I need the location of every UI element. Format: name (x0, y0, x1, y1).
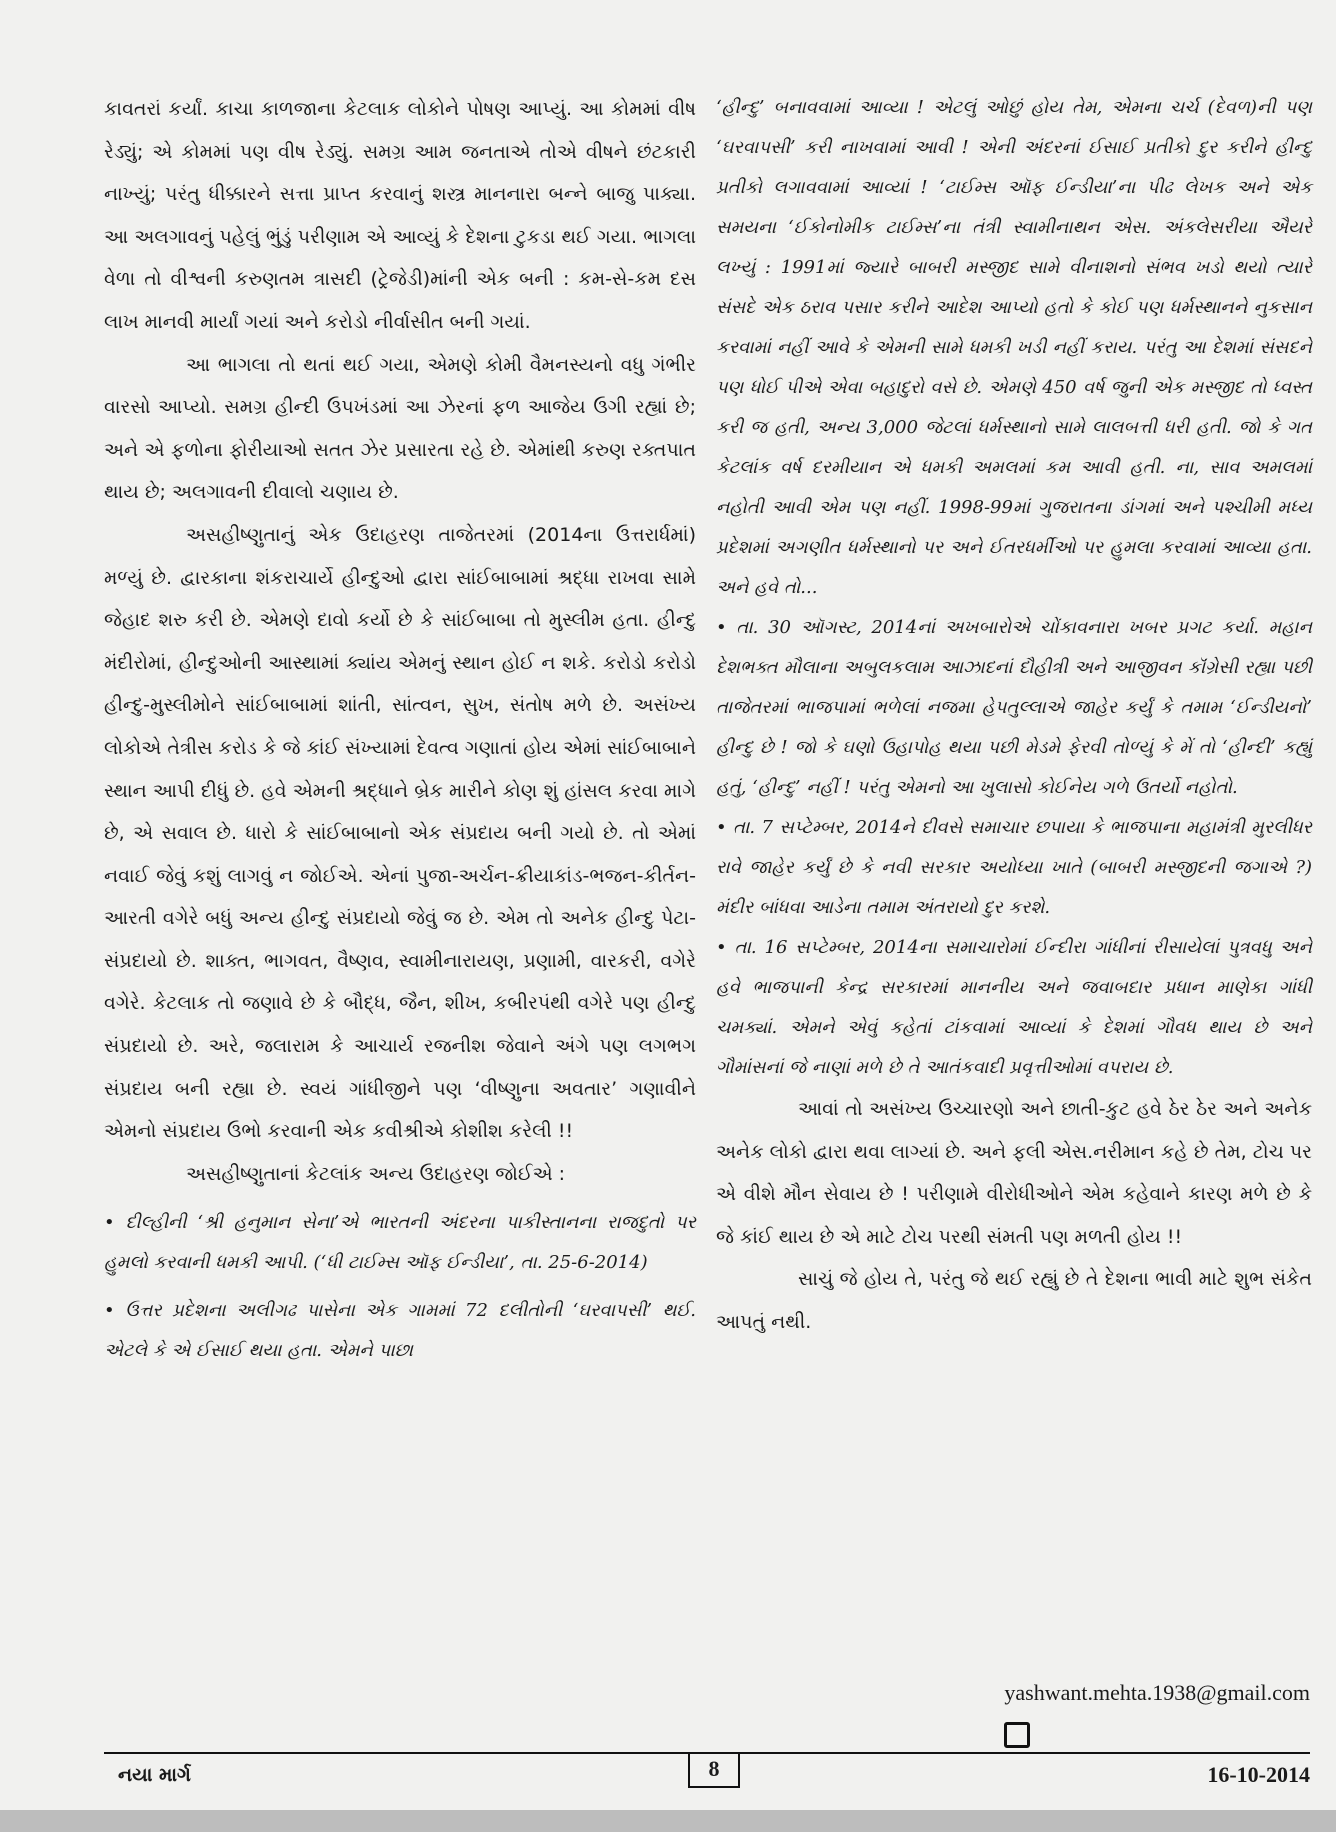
bullet-item: • દીલ્હીની ‘શ્રી હનુમાન સેના’એ ભારતની અંદરના પાકીસ્તાનના રાજદુતો પર હુમલો કરવાની ધમકી આપી. (‘ધી ટાઈમ્સ ઑફ ઈન્ડીયા’, તા. 25-6-2014) (104, 1212, 696, 1274)
magazine-name: નયા માર્ગ (118, 1764, 191, 1786)
bullet-item: • ઉત્તર પ્રદેશના અલીગઢ પાસેના એક ગામમાં 72 દલીતોની ‘ઘરવાપસી’ થઈ. એટલે કે એ ઈસાઈ થયા હતા. એમને પાછા (104, 1300, 696, 1362)
paragraph: આવાં તો અસંખ્ય ઉચ્ચારણો અને છાતી-કુટ હવે ઠેર ઠેર અને અનેક અનેક લોકો દ્વારા થવા લાગ્યાં છે. અને ફલી એસ.નરીમાન કહે છે તેમ, ટોચ પર એ વીશે મૌન સેવાય છે ! પરીણામે વીરોધીઓને એમ કહેવાને કારણ મળે છે કે જે કાંઈ થાય છે એ માટે ટોચ પરથી સંમતી પણ મળતી હોય !! (716, 1098, 1312, 1248)
page-number: 8 (688, 1752, 740, 1788)
bullet-item: • તા. 7 સપ્ટેમ્બર, 2014ને દીવસે સમાચાર છપાયા કે ભાજપાના મહામંત્રી મુરલીધર રાવે જાહેર કર્યું છે કે નવી સરકાર અયોધ્યા ખાતે (બાબરી મસ્જીદની જગાએ ?) મંદીર બાંધવા આડેના તમામ અંતરાયો દુર કરશે. (716, 817, 1312, 918)
paragraph: સાચું જે હોય તે, પરંતુ જે થઈ રહ્યું છે તે દેશના ભાવી માટે શુભ સંકેત આપતું નથી. (716, 1268, 1312, 1333)
bullet-item: • તા. 16 સપ્ટેમ્બર, 2014ના સમાચારોમાં ઈન્દીરા ગાંધીનાં રીસાયેલાં પુત્રવધુ અને હવે ભાજપાની કેન્દ્ર સરકારમાં માનનીય અને જવાબદાર પ્રધાન માણેકા ગાંધી ચમક્યાં. એમને એવું કહેતાં ટાંકવામાં આવ્યાં કે દેશમાં ગૌવધ થાય છે અને ગૌમાંસનાં જે નાણાં મળે છે તે આતંકવાદી પ્રવૃત્તીઓમાં વપરાય છે. (716, 937, 1312, 1078)
paragraph: અસહીષ્ણુતાનાં કેટલાંક અન્ય ઉદાહરણ જોઈએ : (186, 1162, 566, 1185)
paragraph: અસહીષ્ણુતાનું એક ઉદાહરણ તાજેતરમાં (2014ના ઉત્તરાર્ધમાં) મળ્યું છે. દ્વારકાના શંકરાચાર્યે હીન્દુઓ દ્વારા સાંઈબાબામાં શ્રદ્ધા રાખવા સામે જેહાદ શરુ કરી છે. એમણે દાવો કર્યો છે કે સાંઈબાબા તો મુસ્લીમ હતા. હીન્દુ મંદીરોમાં, હીન્દુઓની આસ્થામાં ક્યાંય એમનું સ્થાન હોઈ ન શકે. કરોડો કરોડો હીન્દુ-મુસ્લીમોને સાંઈબાબામાં શાંતી, સાંત્વન, સુખ, સંતોષ મળે છે. અસંખ્ય લોકોએ તેત્રીસ કરોડ કે જે કાંઈ સંખ્યામાં દેવત્વ ગણાતાં હોય એમાં સાંઈબાબાને સ્થાન આપી દીધું છે. હવે એમની શ્રદ્ધાને બ્રેક મારીને કોણ શું હાંસલ કરવા માગે છે, એ સવાલ છે. ધારો કે સાંઈબાબાનો એક સંપ્રદાય બની ગયો છે. તો એમાં નવાઈ જેવું કશું લાગવું ન જોઈએ. એનાં પુજા-અર્ચન-ક્રીયાકાંડ-ભજન-કીર્તન-આરતી વગેરે બધું અન્ય હીન્દુ સંપ્રદાયો જેવું જ છે. એમ તો અનેક હીન્દુ પેટા-સંપ્રદાયો છે. શાક્ત, ભાગવત, વૈષ્ણવ, સ્વામીનારાયણ, પ્રણામી, વારકરી, વગેરે વગેરે. કેટલાક તો જણાવે છે કે બૌદ્ધ, જૈન, શીખ, કબીરપંથી વગેરે પણ હીન્દુ સંપ્રદાયો છે. અરે, જલારામ કે આચાર્ય રજનીશ જેવાને અંગે પણ લગભગ સંપ્રદાય બની રહ્યા છે. સ્વયં ગાંધીજીને પણ ‘વીષ્ણુના અવતાર’ ગણાવીને એમનો સંપ્રદાય ઉભો કરવાની એક કવીશ્રીએ કોશીશ કરેલી !! (104, 523, 696, 1143)
author-email: yashwant.mehta.1938@gmail.com (1004, 1680, 1310, 1705)
paragraph: આ ભાગલા તો થતાં થઈ ગયા, એમણે કોમી વૈમનસ્યનો વધુ ગંભીર વારસો આપ્યો. સમગ્ર હીન્દી ઉપખંડમાં આ ઝેરનાં ફળ આજેય ઉગી રહ્યાં છે; અને એ ફળોના ફોરીયાઓ સતત ઝેર પ્રસારતા રહે છે. એમાંથી કરુણ રક્તપાત થાય છે; અલગાવની દીવાલો ચણાય છે. (104, 353, 696, 504)
end-mark-icon (1004, 1722, 1030, 1748)
issue-date: 16-10-2014 (1207, 1762, 1310, 1787)
paragraph: કાવતરાં કર્યાં. કાચા કાળજાના કેટલાક લોકોને પોષણ આપ્યું. આ કોમમાં વીષ રેડ્યું; એ કોમમાં પણ વીષ રેડ્યું. સમગ્ર આમ જનતાએ તોએ વીષને છંટકારી નાખ્યું; પરંતુ ધીક્કારને સત્તા પ્રાપ્ત કરવાનું શસ્ત્ર માનનારા બન્ને બાજુ પાક્યા. આ અલગાવનું પહેલું ભુંડું પરીણામ એ આવ્યું કે દેશના ટુકડા થઈ ગયા. ભાગલા વેળા તો વીશ્વની કરુણતમ ત્રાસદી (ટ્રેજેડી)માંની એક બની : કમ-સે-કમ દસ લાખ માનવી માર્યાં ગયાં અને કરોડો નીર્વાસીત બની ગયાં. (104, 98, 696, 333)
scan-edge (0, 1810, 1336, 1832)
bullet-item: • તા. 30 ઑગસ્ટ, 2014નાં અખબારોએ ચોંકાવનારા ખબર પ્રગટ કર્યા. મહાન દેશભક્ત મૌલાના અબુલકલામ આઝાદનાં દૌહીત્રી અને આજીવન કૉંગ્રેસી રહ્યા પછી તાજેતરમાં ભાજપામાં ભળેલાં નજમા હેપતુલ્લાએ જાહેર કર્યું કે તમામ ‘ઈન્ડીયનો’ હીન્દુ છે ! જો કે ઘણો ઉહાપોહ થયા પછી મેડમે ફેરવી તોળ્યું કે મેં તો ‘હીન્દી’ કહ્યું હતું, ‘હીન્દુ’ નહીં ! પરંતુ એમનો આ ખુલાસો કોઈનેય ગળે ઉતર્યો નહોતો. (716, 617, 1312, 798)
paragraph: ‘હીન્દુ’ બનાવવામાં આવ્યા ! એટલું ઓછું હોય તેમ, એમના ચર્ચ (દેવળ)ની પણ ‘ઘરવાપસી’ કરી નાખવામાં આવી ! એની અંદરનાં ઈસાઈ પ્રતીકો દુર કરીને હીન્દુ પ્રતીકો લગાવવામાં આવ્યાં ! ‘ટાઈમ્સ ઑફ ઈન્ડીયા’ના પીઢ લેખક અને એક સમયના ‘ઈકોનોમીક ટાઈમ્સ’ના તંત્રી સ્વામીનાથન એસ. અંકલેસરીયા ઐયરે લખ્યું : 1991માં જ્યારે બાબરી મસ્જીદ સામે વીનાશનો સંભવ ખડો થયો ત્યારે સંસદે એક ઠરાવ પસાર કરીને આદેશ આપ્યો હતો કે કોઈ પણ ધર્મસ્થાનને નુકસાન કરવામાં નહીં આવે કે એમની સામે ધમકી ખડી નહીં કરાય. પરંતુ આ દેશમાં સંસદને પણ ધોઈ પીએ એવા બહાદુરો વસે છે. એમણે 450 વર્ષ જુની એક મસ્જીદ તો ધ્વસ્ત કરી જ હતી, અન્ય 3,000 જેટલાં ધર્મસ્થાનો સામે લાલબત્તી ધરી હતી. જો કે ગત કેટલાંક વર્ષ દરમીયાન એ ધમકી અમલમાં કમ આવી હતી. ના, સાવ અમલમાં નહોતી આવી એમ પણ નહીં. 1998-99માં ગુજરાતના ડાંગમાં અને પશ્ચીમી મધ્ય પ્રદેશમાં અગણીત ધર્મસ્થાનો પર અને ઈતરધર્મીઓ પર હુમલા કરવામાં આવ્યા હતા. અને હવે તો... (716, 97, 1312, 598)
left-column (104, 88, 696, 1371)
right-column (716, 88, 1312, 1344)
